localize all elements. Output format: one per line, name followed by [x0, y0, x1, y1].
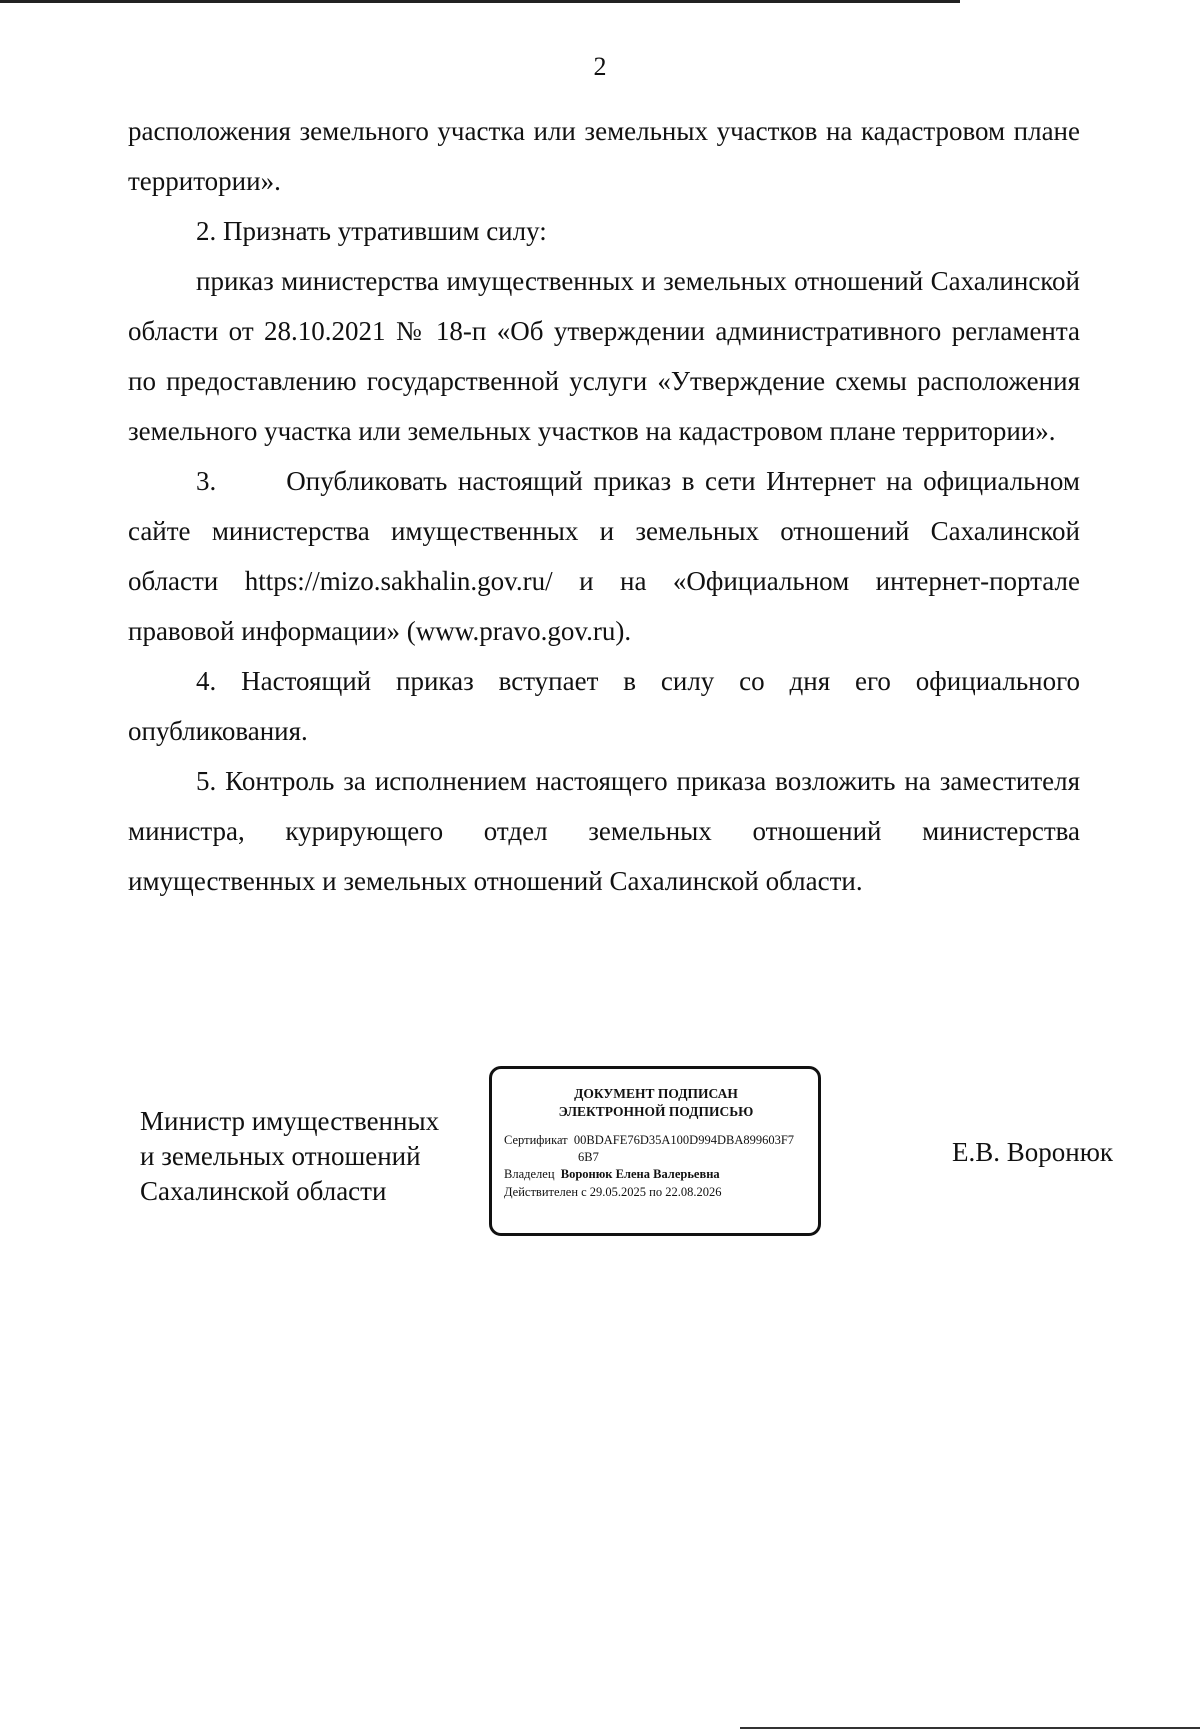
position-line-3: Сахалинской области: [140, 1176, 387, 1206]
stamp-cert-value: 00BDAFE76D35A100D994DBA899603F7: [573, 1133, 795, 1147]
paragraph-3-number: 3.: [196, 466, 217, 496]
stamp-title-line-2: ЭЛЕКТРОННОЙ ПОДПИСЬЮ: [558, 1104, 754, 1119]
paragraph-4: 4. Настоящий приказ вступает в силу со дня его официального опубликования.: [128, 666, 1080, 746]
electronic-signature-stamp: [489, 1066, 821, 1236]
position-line-2: и земельных отношений: [140, 1141, 421, 1171]
stamp-owner: [504, 1165, 808, 1183]
top-border-line: [0, 0, 960, 3]
signatory-position: [140, 1104, 480, 1209]
stamp-validity: Действителен с 29.05.2025 по 22.08.2026: [504, 1185, 722, 1199]
paragraph-2-body: приказ министерства имущественных и земельных отношений Сахалинской области от 28.10.2021 № 18-п «Об утверждении административного регламента по предоставлению государственной услуги «Утверждение схемы расположения земельного участка или земельных участков на кадастровом плане территории».: [128, 266, 1080, 446]
stamp-certificate: [504, 1131, 808, 1149]
paragraph-continuation: расположения земельного участка или земельных участков на кадастровом плане территории».: [128, 116, 1080, 196]
position-line-1: Министр имущественных: [140, 1106, 440, 1136]
stamp-owner-label: Владелец: [504, 1167, 555, 1181]
bottom-border-line: [740, 1727, 1200, 1729]
paragraph-3-text: Опубликовать настоящий приказ в сети Интернет на официальном сайте министерства имущественных и земельных отношений Сахалинской области https://mizo.sakhalin.gov.ru/ и на «Официальном интернет-портале правовой информации» (www.pravo.gov.ru).: [128, 466, 1080, 646]
paragraph-5: 5. Контроль за исполнением настоящего приказа возложить на заместителя министра, курирующего отдел земельных отношений министерства имущественных и земельных отношений Сахалинской области.: [128, 766, 1080, 896]
stamp-title-line-1: ДОКУМЕНТ ПОДПИСАН: [574, 1086, 738, 1101]
document-body: [128, 106, 1080, 906]
paragraph-2-heading: 2. Признать утратившим силу:: [196, 216, 547, 246]
page-number: 2: [593, 52, 607, 81]
stamp-cert-value-cont: 6B7: [578, 1150, 599, 1164]
stamp-owner-value: Воронюк Елена Валерьевна: [560, 1167, 720, 1181]
stamp-cert-label: Сертификат: [504, 1133, 568, 1147]
signer-name: Е.В. Воронюк: [952, 1137, 1113, 1167]
paragraph-3: [128, 456, 1080, 656]
